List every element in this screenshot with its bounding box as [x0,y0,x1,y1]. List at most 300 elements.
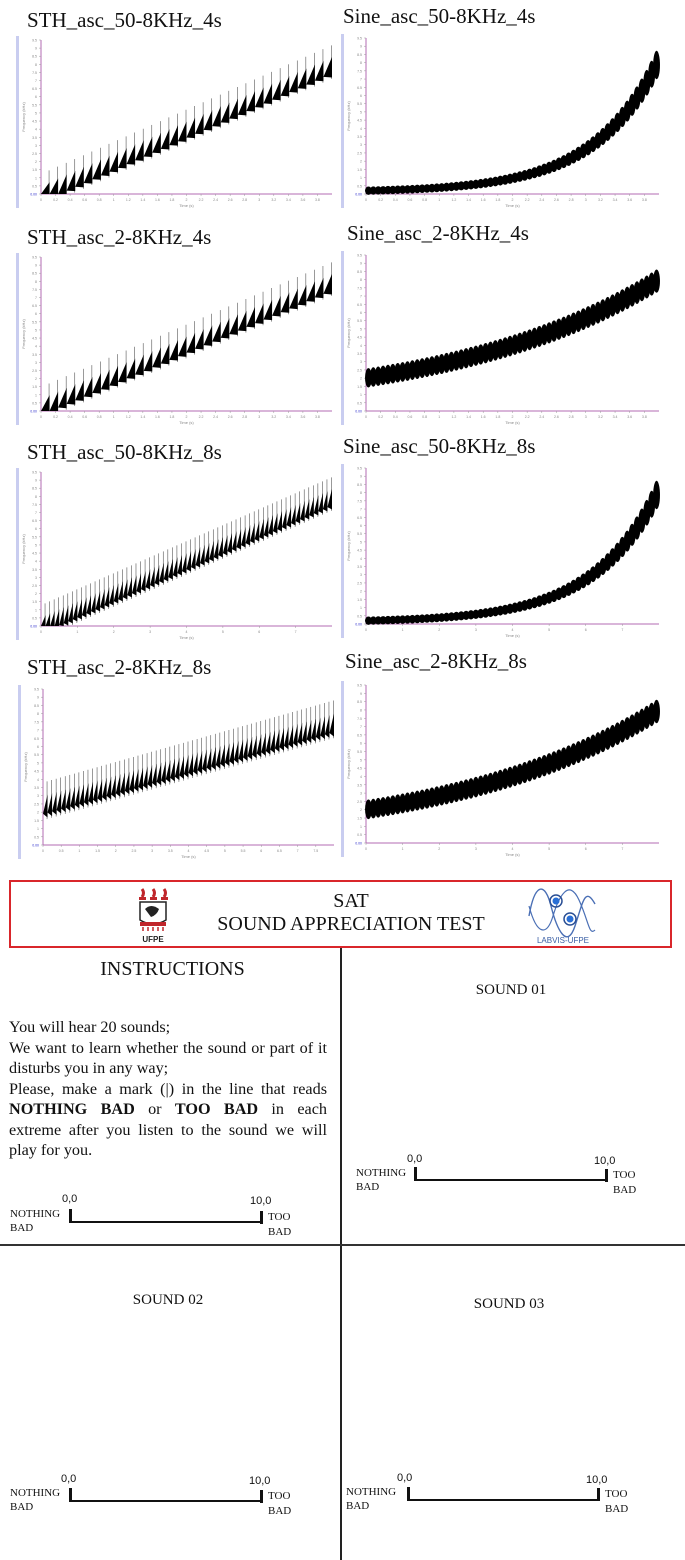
svg-text:Time (s): Time (s) [179,420,194,425]
svg-text:0.5: 0.5 [357,184,362,189]
svg-text:9: 9 [360,474,362,479]
svg-text:2.8: 2.8 [242,415,248,419]
form-divider-vertical [340,948,342,1560]
svg-text:2: 2 [360,589,362,594]
svg-text:6: 6 [37,744,39,749]
svg-text:2.5: 2.5 [32,368,37,373]
svg-text:1.8: 1.8 [495,415,501,419]
svg-text:0.00: 0.00 [30,624,37,629]
spectrogram-plot [18,685,338,859]
svg-text:2: 2 [360,159,362,164]
svg-text:2.8: 2.8 [242,198,248,202]
svg-text:1: 1 [35,393,37,398]
svg-text:8: 8 [35,494,37,499]
chart-title: Sine_asc_50-8KHz_4s [343,4,536,28]
svg-text:3: 3 [151,849,154,853]
svg-text:1: 1 [401,628,404,632]
chart-sth-50-8k-4s [0,0,335,210]
svg-text:0.8: 0.8 [422,415,428,419]
svg-text:1: 1 [112,198,115,202]
svg-text:3: 3 [584,415,587,419]
svg-text:6: 6 [35,312,37,317]
svg-text:8: 8 [360,708,362,713]
svg-text:8: 8 [360,61,362,66]
svg-text:1.5: 1.5 [357,167,362,172]
svg-text:1.5: 1.5 [357,597,362,602]
svg-text:1.4: 1.4 [466,198,471,202]
svg-text:1.8: 1.8 [169,415,175,419]
svg-text:1.8: 1.8 [495,198,501,202]
svg-text:Frequency (kHz): Frequency (kHz) [346,318,351,348]
svg-text:1.2: 1.2 [125,198,131,202]
svg-text:7: 7 [621,847,624,851]
svg-text:2.5: 2.5 [32,151,37,156]
svg-text:Frequency (kHz): Frequency (kHz) [21,319,26,349]
svg-text:3.5: 3.5 [32,352,37,357]
sat-full-title: SOUND APPRECIATION TEST [217,913,485,935]
svg-text:1: 1 [401,847,404,851]
svg-text:1.5: 1.5 [32,168,37,173]
svg-text:4: 4 [360,774,362,779]
svg-text:4.5: 4.5 [204,849,210,853]
svg-text:7.5: 7.5 [32,287,37,292]
svg-text:Time (s): Time (s) [505,420,520,425]
svg-text:3: 3 [584,198,587,202]
svg-text:0: 0 [40,630,42,634]
svg-text:6.5: 6.5 [357,85,362,90]
svg-text:2.2: 2.2 [524,198,530,202]
svg-text:5: 5 [35,543,37,548]
svg-text:0.8: 0.8 [422,198,428,202]
svg-text:2.8: 2.8 [568,198,574,202]
svg-text:9: 9 [360,261,362,266]
svg-text:4.5: 4.5 [32,336,37,341]
svg-text:Time (s): Time (s) [505,203,520,208]
svg-text:8.5: 8.5 [357,269,362,274]
svg-text:2.5: 2.5 [357,799,362,804]
svg-text:Frequency (kHz): Frequency (kHz) [346,531,351,561]
svg-text:3.5: 3.5 [357,352,362,357]
svg-text:6.5: 6.5 [357,733,362,738]
svg-text:5.5: 5.5 [32,103,37,108]
rating-scale-sound-02[interactable]: 0,0 10,0 NOTHING BAD TOO BAD [10,1473,292,1517]
svg-text:2: 2 [37,810,39,815]
scale-max-tick [260,1490,263,1503]
svg-text:4: 4 [35,559,37,564]
svg-text:1.5: 1.5 [357,816,362,821]
svg-text:1: 1 [35,608,37,613]
svg-text:7: 7 [621,628,624,632]
chart-sine-50-8k-8s [340,430,675,640]
svg-text:2.4: 2.4 [539,415,545,419]
svg-text:0.5: 0.5 [32,184,37,189]
chart-title: STH_asc_2-8KHz_8s [27,655,212,679]
svg-text:4: 4 [187,849,190,853]
svg-text:2: 2 [35,160,37,165]
svg-text:9: 9 [360,44,362,49]
svg-text:2.5: 2.5 [131,849,137,853]
svg-text:3.2: 3.2 [597,198,603,202]
svg-text:1.4: 1.4 [140,198,146,202]
svg-text:3: 3 [35,575,37,580]
svg-text:0.00: 0.00 [355,841,362,846]
svg-text:4: 4 [37,777,39,782]
svg-text:9: 9 [37,695,39,700]
svg-text:2.8: 2.8 [568,415,574,419]
svg-text:3: 3 [474,628,477,632]
svg-text:2.5: 2.5 [357,368,362,373]
svg-text:2.5: 2.5 [357,581,362,586]
svg-text:0.00: 0.00 [30,192,37,197]
svg-text:Frequency (kHz): Frequency (kHz) [21,534,26,564]
svg-text:9.5: 9.5 [357,253,362,258]
svg-text:9.5: 9.5 [32,255,37,260]
svg-text:Time (s): Time (s) [505,633,520,638]
scale-max-tick [597,1488,600,1501]
svg-text:0.4: 0.4 [392,198,398,202]
svg-text:3.5: 3.5 [32,567,37,572]
svg-text:9: 9 [360,691,362,696]
svg-text:2.4: 2.4 [213,198,219,202]
svg-text:5: 5 [360,327,362,332]
svg-text:5: 5 [221,630,224,634]
svg-text:5: 5 [35,111,37,116]
svg-text:9: 9 [35,263,37,268]
svg-text:0.4: 0.4 [392,415,398,419]
svg-text:9.5: 9.5 [32,38,37,43]
svg-text:2: 2 [511,198,514,202]
svg-text:7.5: 7.5 [357,286,362,291]
scale-max-tick [605,1169,608,1182]
spectrogram-plot [341,34,663,208]
svg-text:4: 4 [35,127,37,132]
svg-text:3: 3 [37,794,39,799]
svg-text:2.2: 2.2 [524,415,530,419]
svg-text:0: 0 [42,849,44,853]
svg-text:0.8: 0.8 [96,198,102,202]
svg-text:8.5: 8.5 [32,271,37,276]
chart-sine-2-8k-4s [340,215,675,425]
svg-text:1: 1 [360,393,362,398]
svg-text:5.5: 5.5 [240,849,246,853]
svg-text:0.6: 0.6 [82,415,88,419]
svg-text:1: 1 [35,176,37,181]
svg-text:Frequency (kHz): Frequency (kHz) [346,749,351,779]
svg-text:4: 4 [511,847,514,851]
svg-text:2: 2 [511,415,514,419]
svg-text:9.5: 9.5 [357,36,362,41]
svg-text:1.8: 1.8 [169,198,175,202]
svg-text:7.5: 7.5 [357,499,362,504]
svg-text:3.6: 3.6 [300,415,306,419]
svg-text:3.2: 3.2 [271,415,277,419]
chart-sine-50-8k-4s [340,0,675,210]
svg-text:8.5: 8.5 [357,482,362,487]
svg-text:2.5: 2.5 [32,583,37,588]
svg-text:1.6: 1.6 [154,415,160,419]
svg-text:6: 6 [360,310,362,315]
svg-text:2.2: 2.2 [198,198,204,202]
svg-text:1: 1 [76,630,79,634]
svg-text:9.5: 9.5 [357,683,362,688]
svg-text:5.5: 5.5 [357,750,362,755]
svg-text:0.5: 0.5 [32,616,37,621]
svg-text:2: 2 [360,808,362,813]
spectrogram-plot [341,464,663,638]
svg-text:4: 4 [360,556,362,561]
svg-text:0.5: 0.5 [357,401,362,406]
svg-text:5: 5 [548,628,551,632]
svg-text:7.5: 7.5 [34,720,39,725]
sound-02-title: SOUND 02 [132,1292,204,1308]
svg-text:4.5: 4.5 [357,335,362,340]
svg-text:7: 7 [360,725,362,730]
svg-text:2: 2 [112,630,115,634]
svg-text:4: 4 [35,344,37,349]
svg-text:7.5: 7.5 [32,502,37,507]
svg-text:5.5: 5.5 [357,532,362,537]
svg-text:8: 8 [360,278,362,283]
sat-acronym: SAT [333,890,369,912]
spectrogram-plot [341,681,663,857]
svg-text:6: 6 [258,630,261,634]
svg-text:1.2: 1.2 [451,198,457,202]
svg-text:3.6: 3.6 [627,415,633,419]
svg-text:3.4: 3.4 [612,415,618,419]
scale-line[interactable] [414,1179,608,1181]
scale-line[interactable] [407,1499,600,1501]
spectrogram-plot [16,36,336,208]
svg-text:7: 7 [360,77,362,82]
svg-text:8: 8 [37,712,39,717]
svg-text:6: 6 [584,847,587,851]
svg-text:0.00: 0.00 [355,622,362,627]
instructions-title: INSTRUCTIONS [100,958,245,980]
svg-text:0.2: 0.2 [53,415,58,419]
svg-text:7: 7 [294,630,297,634]
chart-sine-2-8k-8s [340,645,675,860]
svg-text:0.8: 0.8 [96,415,102,419]
svg-text:0: 0 [365,847,367,851]
svg-text:2: 2 [438,628,441,632]
svg-text:1.5: 1.5 [357,384,362,389]
svg-text:3.8: 3.8 [641,198,647,202]
svg-text:0.6: 0.6 [407,198,413,202]
labvis-wave-icon [523,886,603,946]
svg-text:9.5: 9.5 [357,466,362,471]
svg-text:8.5: 8.5 [357,52,362,57]
svg-text:6: 6 [360,741,362,746]
chart-title: STH_asc_2-8KHz_4s [27,225,212,249]
svg-text:4.5: 4.5 [32,119,37,124]
scale-line[interactable] [69,1221,263,1223]
svg-text:2: 2 [185,198,188,202]
chart-title: Sine_asc_50-8KHz_8s [343,434,536,458]
svg-text:6: 6 [35,527,37,532]
svg-text:6.5: 6.5 [34,736,39,741]
svg-text:6.5: 6.5 [32,519,37,524]
svg-text:6: 6 [35,95,37,100]
svg-text:3: 3 [258,415,261,419]
svg-text:2: 2 [360,376,362,381]
svg-text:7.5: 7.5 [357,69,362,74]
spectrogram-plot [16,253,336,425]
svg-text:3.5: 3.5 [167,849,173,853]
chart-sth-50-8k-8s [0,430,335,640]
svg-text:3.4: 3.4 [285,415,291,419]
svg-text:4: 4 [360,343,362,348]
svg-text:0: 0 [40,198,42,202]
svg-text:1: 1 [360,606,362,611]
svg-text:6.5: 6.5 [32,87,37,92]
svg-text:5: 5 [35,328,37,333]
svg-text:3: 3 [360,143,362,148]
svg-text:8: 8 [35,62,37,67]
rating-scale-sound-01[interactable]: 0,0 10,0 NOTHING BAD TOO BAD [356,1153,637,1196]
svg-text:2.2: 2.2 [198,415,204,419]
svg-text:8.5: 8.5 [32,486,37,491]
svg-text:0.6: 0.6 [82,198,88,202]
svg-text:6: 6 [360,523,362,528]
svg-text:1.6: 1.6 [154,198,160,202]
chart-title: STH_asc_50-8KHz_4s [27,8,222,32]
labvis-logo [523,886,603,946]
svg-text:3.6: 3.6 [627,198,633,202]
svg-text:3.5: 3.5 [357,565,362,570]
svg-text:1.2: 1.2 [125,415,131,419]
mark-symbol: | [165,1079,169,1098]
svg-text:0.4: 0.4 [67,198,73,202]
svg-text:5.5: 5.5 [32,535,37,540]
svg-text:2.4: 2.4 [539,198,545,202]
svg-text:8: 8 [35,279,37,284]
svg-text:7.5: 7.5 [357,716,362,721]
svg-text:2.4: 2.4 [213,415,219,419]
svg-text:6.5: 6.5 [277,849,282,853]
chart-title: STH_asc_50-8KHz_8s [27,440,222,464]
svg-text:3: 3 [474,847,477,851]
svg-text:1.5: 1.5 [95,849,100,853]
svg-text:2.5: 2.5 [357,151,362,156]
svg-text:0.2: 0.2 [378,415,384,419]
svg-text:Frequency (kHz): Frequency (kHz) [21,102,26,132]
svg-text:5: 5 [360,758,362,763]
svg-text:8: 8 [360,491,362,496]
svg-text:3.5: 3.5 [32,135,37,140]
rating-scale-sound-03[interactable]: 0,0 10,0 NOTHING BAD TOO BAD [346,1472,629,1515]
svg-text:7.5: 7.5 [313,849,319,853]
svg-text:4.5: 4.5 [357,548,362,553]
svg-text:0.2: 0.2 [53,198,58,202]
svg-text:7: 7 [360,294,362,299]
svg-text:6: 6 [260,849,263,853]
svg-text:0: 0 [365,415,367,419]
sound-01-title: SOUND 01 [475,982,547,998]
svg-text:5: 5 [360,110,362,115]
svg-text:0.5: 0.5 [357,614,362,619]
svg-text:3.5: 3.5 [357,135,362,140]
rating-scale-example[interactable]: 0,0 10,0 NOTHING BAD TOO BAD [10,1193,292,1238]
svg-text:2.6: 2.6 [554,198,559,202]
svg-text:0: 0 [365,628,367,632]
svg-text:5.5: 5.5 [34,753,39,758]
svg-text:1.4: 1.4 [140,415,146,419]
svg-text:5.5: 5.5 [32,320,37,325]
svg-text:UFPE: UFPE [142,935,164,944]
svg-text:1: 1 [78,849,81,853]
svg-text:Time (s): Time (s) [179,203,194,208]
svg-text:5: 5 [548,847,551,851]
svg-text:0.00: 0.00 [30,409,37,414]
svg-text:4: 4 [511,628,514,632]
svg-text:3.2: 3.2 [597,415,603,419]
svg-text:0.00: 0.00 [355,409,362,414]
svg-text:7: 7 [35,511,37,516]
svg-text:3.8: 3.8 [641,415,647,419]
svg-text:3: 3 [258,198,261,202]
svg-text:2: 2 [114,849,117,853]
svg-text:1: 1 [360,176,362,181]
svg-text:9: 9 [35,46,37,51]
sound-03-title: SOUND 03 [473,1296,545,1312]
svg-text:8.5: 8.5 [357,700,362,705]
svg-text:6.5: 6.5 [357,515,362,520]
svg-text:Time (s): Time (s) [181,854,196,859]
sat-header-banner [9,880,672,948]
svg-text:7: 7 [296,849,299,853]
svg-text:9.5: 9.5 [34,687,39,692]
svg-text:7: 7 [35,79,37,84]
chart-title: Sine_asc_2-8KHz_4s [347,221,529,245]
svg-text:3.5: 3.5 [357,783,362,788]
svg-text:3: 3 [35,360,37,365]
svg-text:4: 4 [360,126,362,131]
svg-text:1: 1 [438,415,441,419]
svg-text:4.5: 4.5 [34,769,39,774]
svg-text:0: 0 [365,198,367,202]
svg-text:3: 3 [360,573,362,578]
svg-text:6.5: 6.5 [357,302,362,307]
chart-sth-2-8k-8s [0,645,335,860]
scale-line[interactable] [69,1500,263,1502]
svg-text:1.6: 1.6 [480,415,486,419]
svg-text:7.5: 7.5 [32,70,37,75]
svg-text:1.6: 1.6 [480,198,486,202]
svg-text:4.5: 4.5 [357,766,362,771]
svg-text:LABVIS-UFPE: LABVIS-UFPE [536,936,590,945]
svg-text:0: 0 [40,415,42,419]
scale-max-tick [260,1211,263,1224]
svg-text:3.2: 3.2 [271,198,277,202]
svg-text:3: 3 [360,791,362,796]
svg-text:1: 1 [438,198,441,202]
svg-text:3.5: 3.5 [34,786,39,791]
svg-text:4.5: 4.5 [357,118,362,123]
svg-text:2.6: 2.6 [227,415,233,419]
svg-text:3.8: 3.8 [315,415,320,419]
svg-text:7: 7 [360,507,362,512]
svg-text:Time (s): Time (s) [505,852,520,857]
svg-text:3: 3 [360,360,362,365]
svg-text:1.5: 1.5 [34,818,39,823]
svg-text:0.6: 0.6 [407,415,413,419]
svg-text:2: 2 [185,415,188,419]
svg-text:8.5: 8.5 [32,54,37,59]
svg-text:4: 4 [185,630,188,634]
svg-text:6.5: 6.5 [32,304,37,309]
instructions-body: You will hear 20 sounds; We want to learn whether the sound or part of it disturbs you in any way; Please, make a mark (|) in the line that reads NOTHING BAD or TOO BAD in each extreme after you listen to the sound we will play for you. [9,1018,327,1159]
svg-text:2.5: 2.5 [34,802,39,807]
